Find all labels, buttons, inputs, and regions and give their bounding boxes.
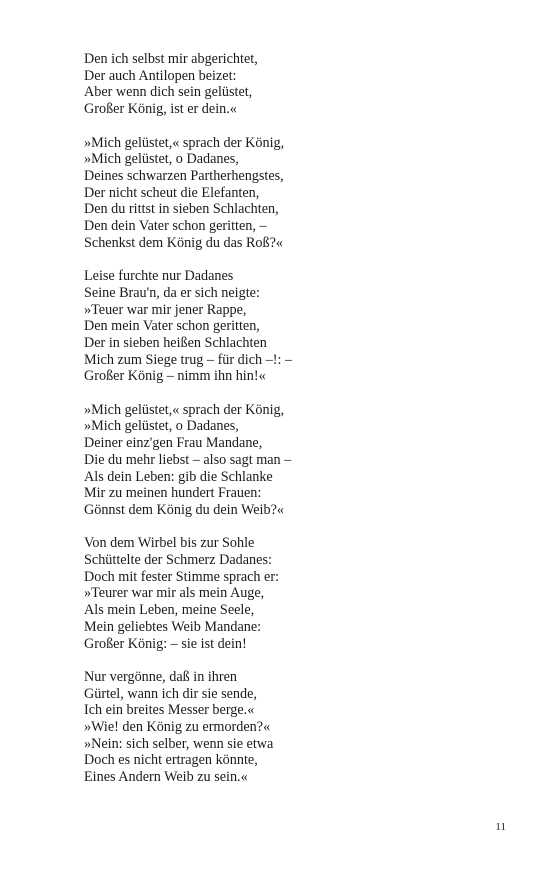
stanza: [84, 135, 514, 252]
stanza: [84, 51, 514, 118]
poem-line: Seine Brau'n, da er sich neigte:: [84, 284, 260, 301]
poem-line: Eines Andern Weib zu sein.«: [84, 769, 248, 786]
stanza: [84, 402, 514, 519]
poem-line: »Mich gelüstet, o Dadanes,: [84, 418, 239, 435]
poem-line: Als mein Leben, meine Seele,: [84, 602, 255, 619]
poem-line: Mir zu meinen hundert Frauen:: [84, 485, 262, 502]
poem-line: Als dein Leben: gib die Schlanke: [84, 468, 273, 485]
poem-line: Die du mehr liebst – also sagt man –: [84, 451, 292, 468]
poem-line: Den ich selbst mir abgerichtet,: [84, 51, 258, 67]
poem-line: Der in sieben heißen Schlachten: [84, 334, 267, 351]
poem-text: [84, 51, 514, 786]
poem-line: Den dein Vater schon geritten, –: [84, 218, 267, 235]
stanza: [84, 535, 514, 652]
poem-line: Deiner einz'gen Frau Mandane,: [84, 435, 263, 452]
poem-line: Aber wenn dich sein gelüstet,: [84, 84, 253, 101]
poem-line: Doch es nicht ertragen könnte,: [84, 752, 258, 769]
poem-line: Schenkst dem König du das Roß?«: [84, 234, 283, 251]
poem-line: Gönnst dem König du dein Weib?«: [84, 501, 284, 518]
poem-line: »Mich gelüstet, o Dadanes,: [84, 151, 239, 168]
poem-line: Den mein Vater schon geritten,: [84, 318, 260, 335]
poem-line: Großer König – nimm ihn hin!«: [84, 368, 266, 385]
poem-line: »Teurer war mir als mein Auge,: [84, 585, 265, 602]
poem-line: Deines schwarzen Partherhengstes,: [84, 167, 284, 184]
poem-line: Von dem Wirbel bis zur Sohle: [84, 535, 255, 552]
poem-line: Mich zum Siege trug – für dich –!: –: [84, 351, 293, 368]
poem-line: »Mich gelüstet,« sprach der König,: [84, 134, 285, 151]
poem-line: Schüttelte der Schmerz Dadanes:: [84, 552, 272, 569]
poem-line: Nur vergönne, daß in ihren: [84, 668, 238, 685]
poem-line: Der auch Antilopen beizet:: [84, 67, 237, 84]
poem-line: Den du rittst in sieben Schlachten,: [84, 201, 279, 218]
stanza: [84, 268, 514, 385]
poem-line: »Teuer war mir jener Rappe,: [84, 301, 247, 318]
page-number: 11: [495, 821, 506, 833]
poem-line: Doch mit fester Stimme sprach er:: [84, 568, 280, 585]
poem-line: »Mich gelüstet,« sprach der König,: [84, 401, 285, 418]
poem-line: Leise furchte nur Dadanes: [84, 268, 234, 285]
poem-line: Gürtel, wann ich dir sie sende,: [84, 685, 257, 702]
stanza: [84, 669, 514, 786]
poem-line: »Nein: sich selber, wenn sie etwa: [84, 735, 274, 752]
poem-line: Großer König: – sie ist dein!: [84, 635, 247, 652]
poem-line: Ich ein breites Messer berge.«: [84, 702, 255, 719]
poem-line: Mein geliebtes Weib Mandane:: [84, 618, 262, 635]
poem-line: »Wie! den König zu ermorden?«: [84, 719, 271, 736]
poem-line: Großer König, ist er dein.«: [84, 101, 237, 118]
poem-line: Der nicht scheut die Elefanten,: [84, 184, 260, 201]
